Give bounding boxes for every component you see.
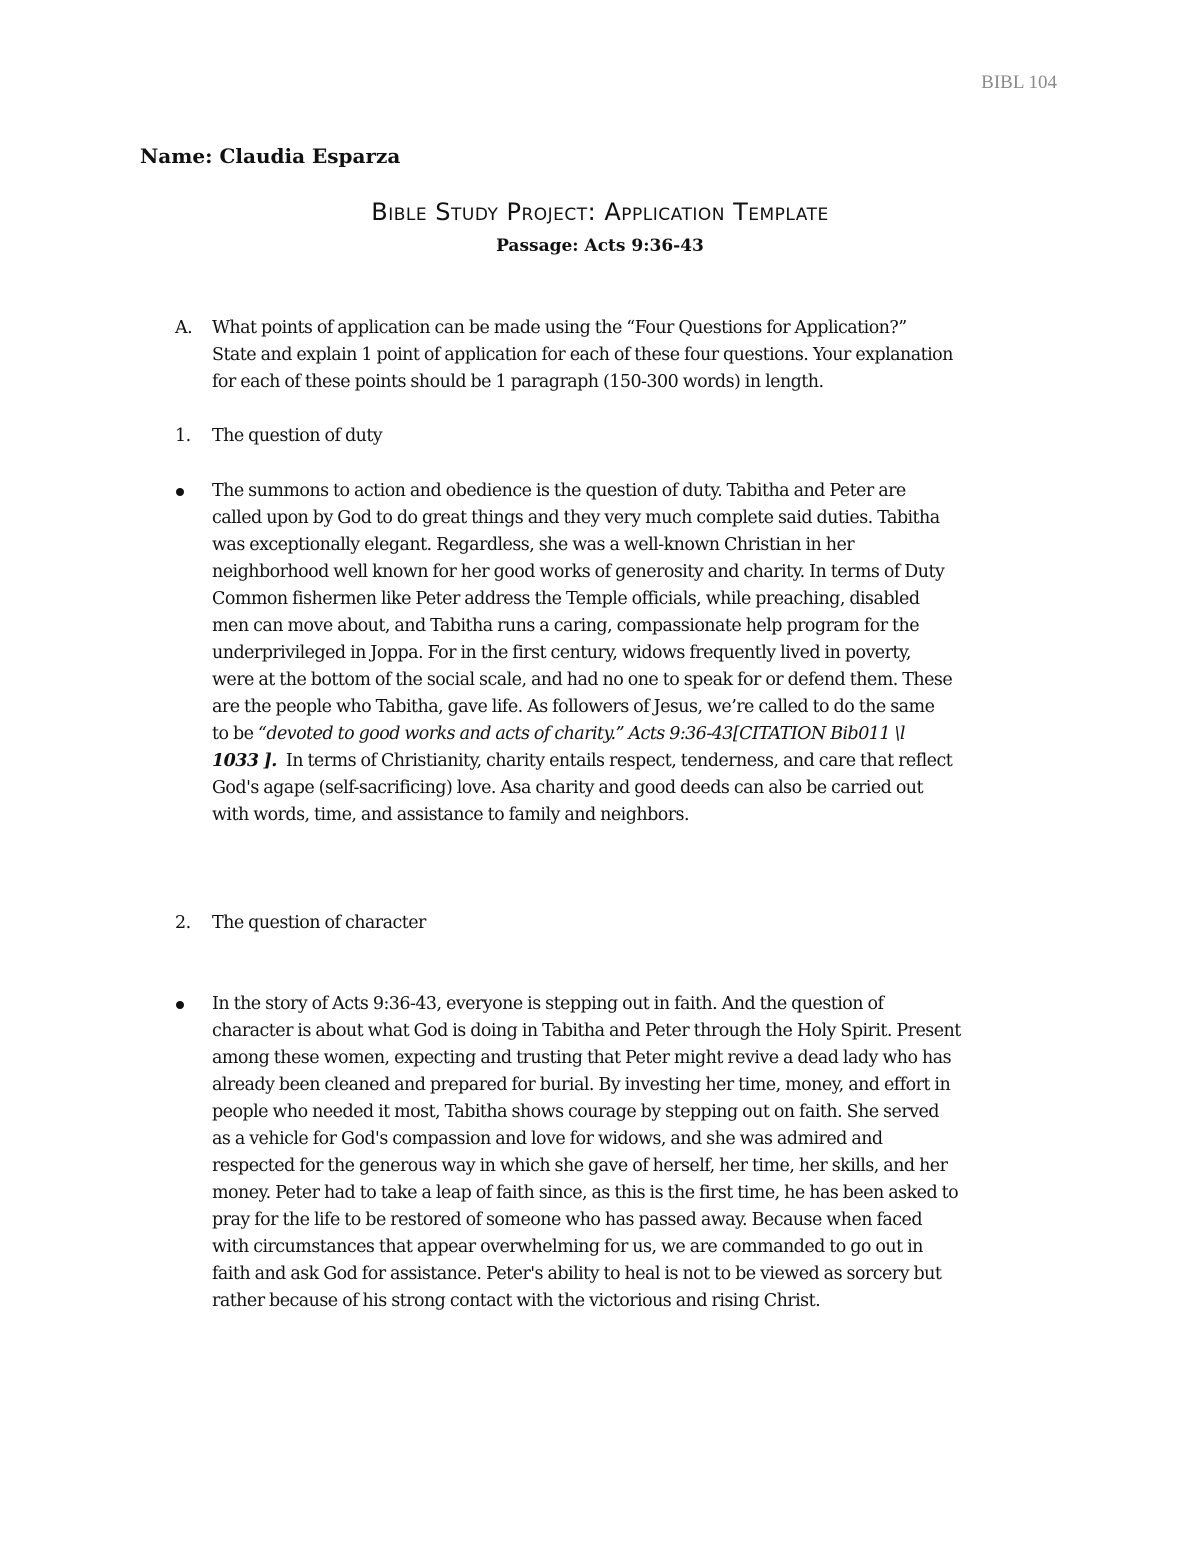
paragraph-line: called upon by God to do great things and they very much complete said duties. Tabitha (212, 508, 940, 528)
paragraph-line: as a vehicle for God's compassion and love for widows, and she was admired and (212, 1129, 883, 1149)
bullet-icon (175, 478, 211, 496)
bullet-icon (175, 991, 211, 1009)
document-title: Bible Study Project: Application Template (371, 198, 829, 226)
paragraph-line-citation-end (212, 748, 1072, 775)
paragraph-line: were at the bottom of the social scale, and had no one to speak for or defend them. These (212, 670, 953, 690)
paragraph-line: rather because of his strong contact with the victorious and rising Christ. (212, 1291, 821, 1311)
paragraph-line: neighborhood well known for her good works of generosity and charity. In terms of Duty (212, 562, 945, 582)
paragraph-line: among these women, expecting and trusting that Peter might revive a dead lady who has (212, 1048, 952, 1068)
citation-end: 1033 ]. (212, 751, 277, 771)
paragraph-line: God's agape (self-sacrificing) love. Asa charity and good deeds can also be carried out (212, 778, 924, 798)
question-1-marker: 1. (175, 426, 191, 446)
passage-reference: Passage: Acts 9:36-43 (496, 236, 704, 256)
paragraph-line: Common fishermen like Peter address the Temple officials, while preaching, disabled (212, 589, 920, 609)
paragraph-line: with words, time, and assistance to family and neighbors. (212, 805, 689, 825)
paragraph-line: people who needed it most, Tabitha shows courage by stepping out on faith. She served (212, 1102, 939, 1122)
paragraph-line: respected for the generous way in which she gave of herself, her time, her skills, and her (212, 1156, 948, 1176)
paragraph-line: underprivileged in Joppa. For in the first century, widows frequently lived in poverty, (212, 643, 911, 663)
paragraph-line-citation (212, 721, 1072, 748)
question-1-paragraph (212, 478, 1072, 829)
section-a-line: What points of application can be made using the “Four Questions for Application?” (212, 318, 907, 338)
paragraph-line: was exceptionally elegant. Regardless, she was a well-known Christian in her (212, 535, 855, 555)
section-a-line: State and explain 1 point of application for each of these four questions. Your explanation (212, 345, 953, 365)
paragraph-line: already been cleaned and prepared for burial. By investing her time, money, and effort in (212, 1075, 951, 1095)
course-code-header: BIBL 104 (981, 72, 1057, 93)
question-2-title: The question of character (212, 913, 426, 933)
student-name: Name: Claudia Esparza (140, 144, 401, 168)
line-rest: In terms of Christianity, charity entails respect, tenderness, and care that reflect (276, 751, 953, 771)
line-prefix: to be (212, 724, 258, 744)
paragraph-line: In the story of Acts 9:36-43, everyone is stepping out in faith. And the question of (212, 994, 884, 1014)
paragraph-line: The summons to action and obedience is the question of duty. Tabitha and Peter are (212, 481, 906, 501)
section-a-line: for each of these points should be 1 paragraph (150-300 words) in length. (212, 372, 824, 392)
paragraph-line: are the people who Tabitha, gave life. As followers of Jesus, we’re called to do the same (212, 697, 935, 717)
paragraph-line: men can move about, and Tabitha runs a caring, compassionate help program for the (212, 616, 920, 636)
paragraph-line: pray for the life to be restored of someone who has passed away. Because when faced (212, 1210, 923, 1230)
section-a-text (212, 315, 1072, 396)
paragraph-line: with circumstances that appear overwhelming for us, we are commanded to go out in (212, 1237, 923, 1257)
paragraph-line: faith and ask God for assistance. Peter's ability to heal is not to be viewed as sorcery but (212, 1264, 942, 1284)
scripture-quote: “devoted to good works and acts of charity.” Acts 9:36-43[CITATION Bib011 \l (257, 724, 905, 744)
question-2-paragraph (212, 991, 1072, 1315)
paragraph-line: character is about what God is doing in Tabitha and Peter through the Holy Spirit. Present (212, 1021, 961, 1041)
section-a-marker: A. (175, 318, 193, 338)
question-2-marker: 2. (175, 913, 191, 933)
question-1-title: The question of duty (212, 426, 383, 446)
paragraph-line: money. Peter had to take a leap of faith since, as this is the first time, he has been asked to (212, 1183, 959, 1203)
